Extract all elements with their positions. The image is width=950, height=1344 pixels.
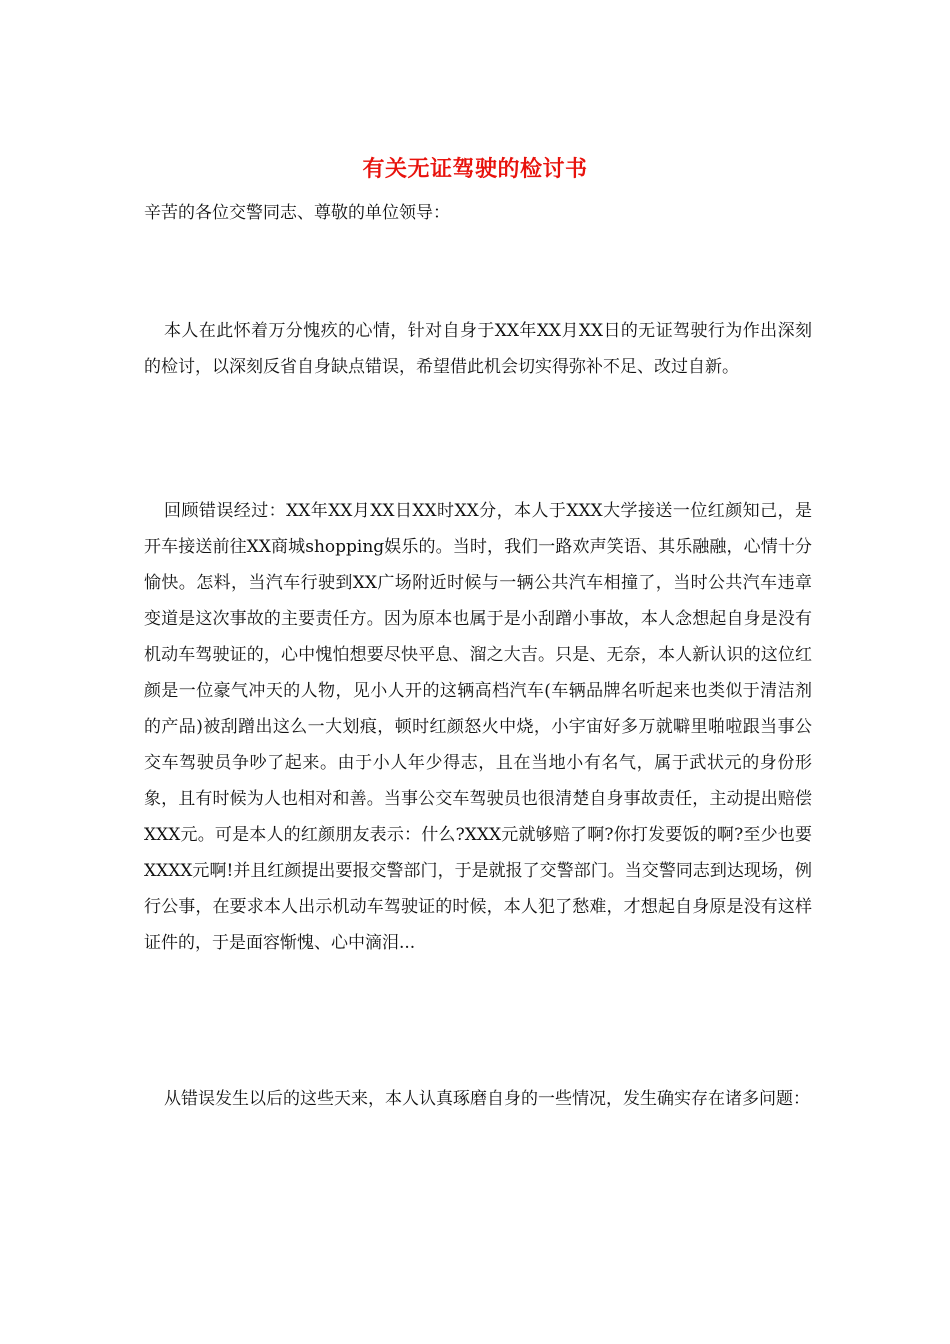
paragraph-incident: 回顾错误经过：XX年XX月XX日XX时XX分，本人于XXX大学接送一位红颜知己，是开车接送前往XX商城shopping娱乐的。当时，我们一路欢声笑语、其乐融融，心情十分愉快。怎料，当汽车行驶到XX广场附近时候与一辆公共汽车相撞了，当时公共汽车违章变道是这次事故的主要责任方。因为原本也属于是小刮蹭小事故，本人念想起自身是没有机动车驾驶证的，心中愧怕想要尽快平息、溜之大吉。只是、无奈，本人新认识的这位红颜是一位豪气冲天的人物，见小人开的这辆高档汽车(车辆品牌名听起来也类似于清洁剂的产品)被刮蹭出这么一大划痕，顿时红颜怒火中烧，小宇宙好多万就噼里啪啦跟当事公交车驾驶员争吵了起来。由于小人年少得志，且在当地小有名气，属于武状元的身份形象，且有时候为人也相对和善。当事公交车驾驶员也很清楚自身事故责任，主动提出赔偿XXX元。可是本人的红颜朋友表示：什么?XXX元就够赔了啊?你打发要饭的啊?至少也要XXXX元啊!并且红颜提出要报交警部门，于是就报了交警部门。当交警同志到达现场，例行公事，在要求本人出示机动车驾驶证的时候，本人犯了愁难，才想起自身原是没有这样证件的，于是面容惭愧、心中滴泪... (144, 501, 812, 953)
document-title: 有关无证驾驶的检讨书 (362, 156, 588, 182)
paragraph-reflection: 从错误发生以后的这些天来，本人认真琢磨自身的一些情况，发生确实存在诸多问题： (164, 1089, 810, 1109)
paragraph-intro: 本人在此怀着万分愧疚的心情，针对自身于XX年XX月XX日的无证驾驶行为作出深刻的检讨，以深刻反省自身缺点错误，希望借此机会切实得弥补不足、改过自新。 (144, 321, 812, 377)
salutation: 辛苦的各位交警同志、尊敬的单位领导： (144, 203, 450, 223)
